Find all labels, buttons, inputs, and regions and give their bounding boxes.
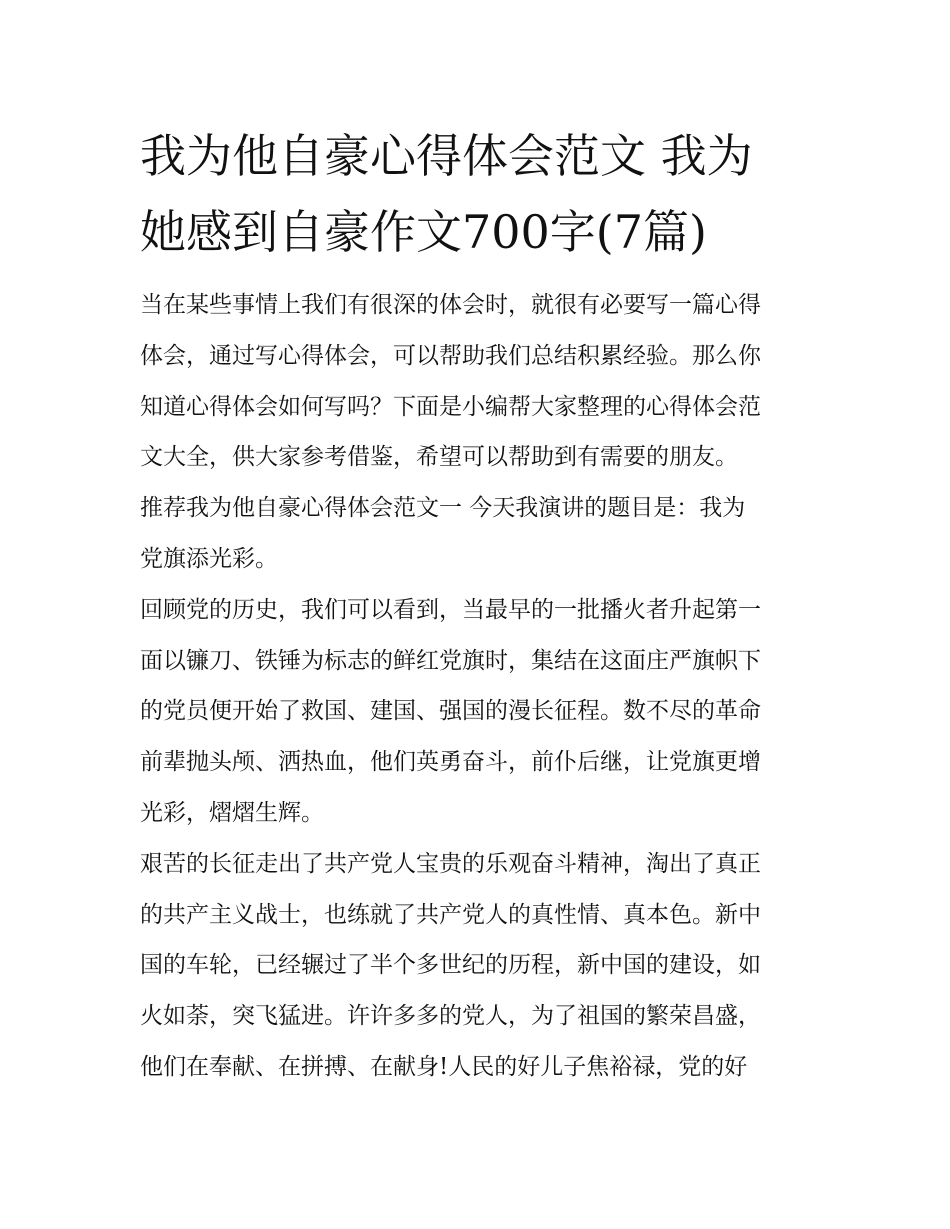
text-line: 前辈抛头颅、洒热血，他们英勇奋斗，前仆后继，让党旗更增	[140, 749, 761, 776]
text-line: 当在某些事情上我们有很深的体会时，就很有必要写一篇心得	[140, 292, 761, 318]
text-line: 回顾党的历史，我们可以看到，当最早的一批播火者升起第一	[140, 596, 761, 623]
text-line: 文大全，供大家参考借鉴，希望可以帮助到有需要的朋友。	[140, 444, 738, 471]
document-body	[140, 280, 820, 1093]
text-line: 知道心得体会如何写吗？下面是小编帮大家整理的心得体会范	[140, 393, 761, 420]
text-line: 的共产主义战士，也练就了共产党人的真性情、真本色。新中	[140, 901, 761, 928]
title-line-1: 我为他自豪心得体会范文 我为	[140, 129, 753, 183]
text-line: 国的车轮，已经辗过了半个多世纪的历程，新中国的建设，如	[140, 952, 761, 979]
document-title	[140, 118, 820, 270]
paragraph-history	[140, 585, 820, 839]
text-line: 面以镰刀、铁锤为标志的鲜红党旗时，集结在这面庄严旗帜下	[140, 647, 761, 674]
paragraph-long-march	[140, 839, 820, 1093]
text-line: 火如荼，突飞猛进。许许多多的党人，为了祖国的繁荣昌盛，	[140, 1003, 761, 1030]
text-line: 艰苦的长征走出了共产党人宝贵的乐观奋斗精神，淘出了真正	[140, 850, 761, 877]
text-line: 光彩，熠熠生辉。	[140, 799, 324, 826]
paragraph-recommend	[140, 483, 820, 585]
text-line: 他们在奉献、在拼搏、在献身!人民的好儿子焦裕禄，党的好	[140, 1053, 748, 1080]
text-line: 推荐我为他自豪心得体会范文一 今天我演讲的题目是：我为	[140, 495, 746, 522]
text-line: 的党员便开始了救国、建国、强国的漫长征程。数不尽的革命	[140, 698, 761, 725]
title-line-2: 她感到自豪作文700字(7篇)	[140, 205, 707, 259]
text-line: 体会，通过写心得体会，可以帮助我们总结积累经验。那么你	[140, 342, 761, 369]
text-line: 党旗添光彩。	[140, 545, 278, 572]
paragraph-intro	[140, 280, 820, 483]
